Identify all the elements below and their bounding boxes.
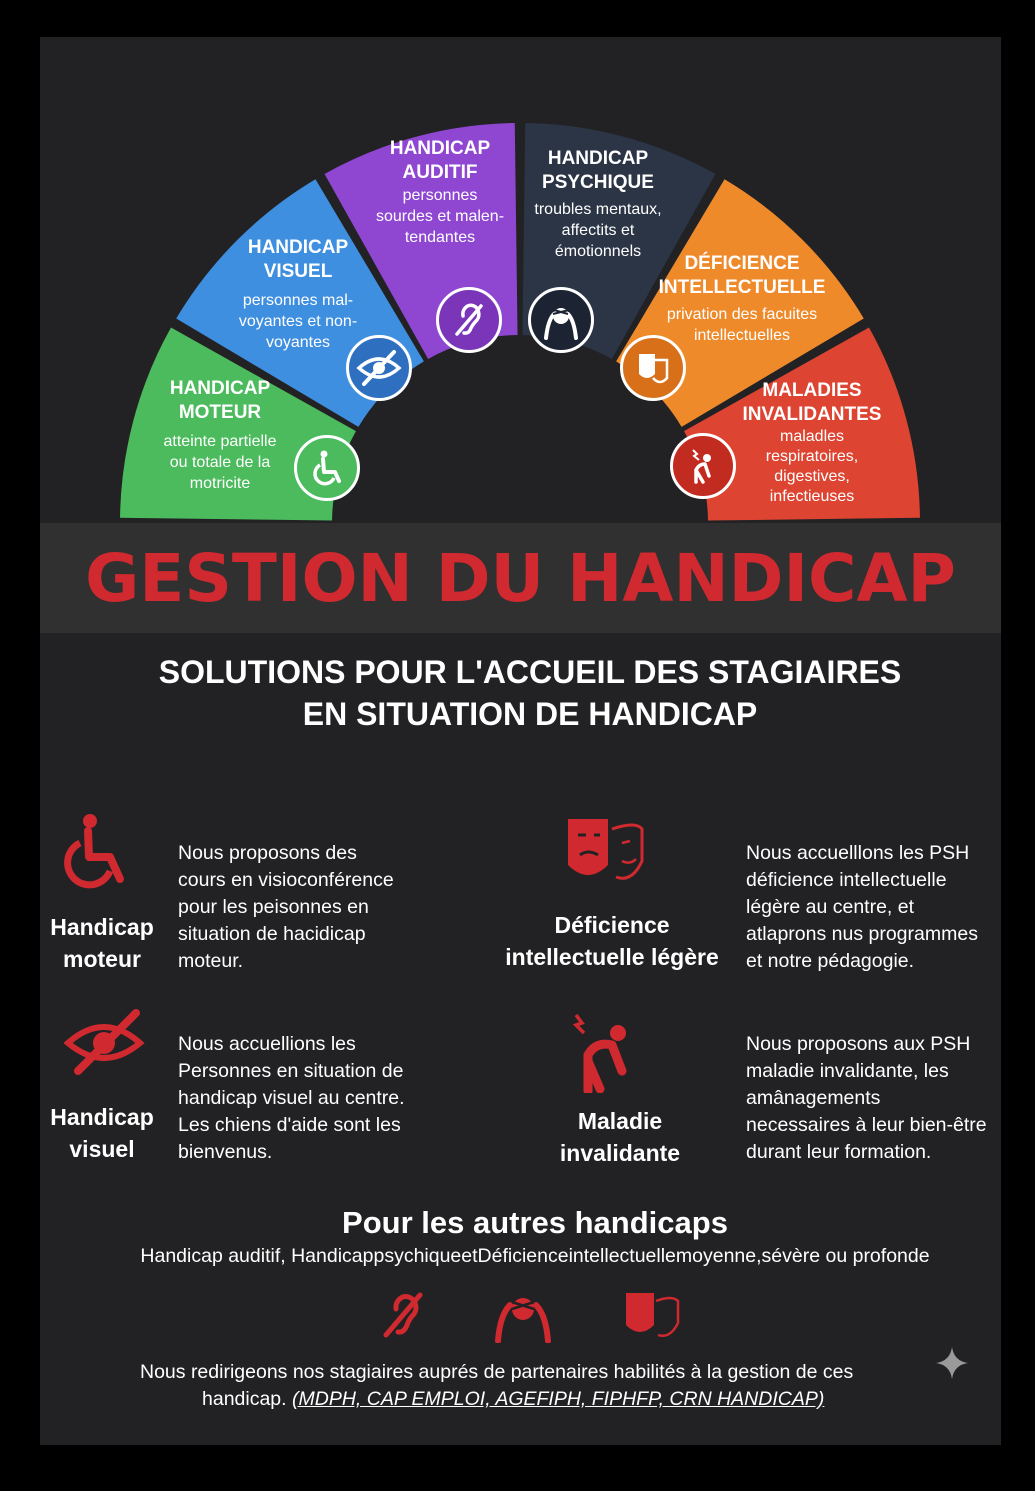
- redirect-line-1: Nous redirigeons nos stagiaires auprés de partenaires habilités à la gestion de ces: [140, 1361, 854, 1383]
- ear-crossed-icon: [380, 1289, 430, 1341]
- item-maladie-label: Maladie invalidante: [559, 1108, 681, 1166]
- subtitle-line-1: SOLUTIONS POUR L'ACCUEIL DES STAGIAIRES: [158, 654, 902, 690]
- segment-moteur-desc: atteinte partielle ou totale de la motricite: [163, 433, 277, 492]
- redirect-line-2: [140, 1386, 940, 1413]
- masks-icon: [566, 815, 650, 887]
- segment-psychique-desc: troubles mentaux, affectits et émotionnels: [534, 201, 662, 260]
- head-holding-icon: [490, 1289, 556, 1343]
- segment-visuel: [218, 236, 378, 353]
- segment-moteur: [140, 377, 300, 494]
- masks-icon: [624, 1291, 682, 1341]
- infographic-card: [40, 37, 1001, 1445]
- segment-visuel-desc: personnes mal- voyantes et non- voyantes: [238, 292, 358, 351]
- item-moteur-label: Handicap moteur: [50, 914, 154, 972]
- eye-crossed-icon: [64, 1007, 146, 1077]
- item-moteur-text: Nous proposons des cours en visioconférence pour les peisonnes en situation de hacidicap moteur.: [178, 842, 394, 972]
- segment-maladies-title: MALADIES INVALIDANTES: [742, 380, 882, 425]
- segment-auditif-title: HANDICAP AUDITIF: [389, 138, 491, 183]
- page-title: GESTION DU HANDICAP: [85, 539, 956, 617]
- sparkle-icon: [936, 1347, 968, 1379]
- eye-crossed-icon: [346, 335, 412, 401]
- item-maladie-text: Nous proposons aux PSH maladie invalidante, les amânagements necessaires à leur bien-être durant leur formation.: [746, 1033, 987, 1163]
- segment-deficience-desc: privation des facuites intellectuelles: [666, 306, 818, 344]
- item-visuel-text: Nous accuellions les Personnes en situation de handicap visuel au centre. Les chiens d'aide sont les bienvenus.: [178, 1033, 405, 1163]
- partners-list: (MDPH, CAP EMPLOI, AGEFIPH, FIPHFP, CRN HANDICAP): [292, 1388, 825, 1410]
- wheelchair-icon: [294, 435, 360, 501]
- redirect-line-2-prefix: handicap.: [202, 1388, 292, 1410]
- segment-deficience: [642, 252, 842, 346]
- head-holding-icon: [528, 287, 594, 353]
- item-deficience-text: Nous accuelllons les PSH déficience intellectuelle légère au centre, et atlaprons nus programmes et notre pédagogie.: [746, 842, 978, 972]
- redirect-text: [140, 1359, 940, 1413]
- wheelchair-icon: [56, 813, 136, 893]
- subtitle: [80, 651, 980, 735]
- title-banner: [40, 523, 1001, 633]
- masks-icon: [620, 335, 686, 401]
- sick-person-icon: [670, 433, 736, 499]
- segment-auditif-desc: personnes sourdes et malen- tendantes: [375, 187, 505, 246]
- segment-psychique-title: HANDICAP PSYCHIQUE: [542, 148, 654, 193]
- ear-crossed-icon: [436, 287, 502, 353]
- other-handicaps-title: Pour les autres handicaps: [342, 1205, 728, 1240]
- item-deficience-label: Déficience intellectuelle légère: [505, 912, 719, 970]
- segment-maladies-desc: maladles respiratoires, digestives, infectieuses: [765, 428, 859, 505]
- segment-maladies: [722, 379, 902, 507]
- segment-auditif: [356, 137, 524, 248]
- segment-visuel-title: HANDICAP VISUEL: [247, 237, 349, 282]
- segment-deficience-title: DÉFICIENCE INTELLECTUELLE: [658, 253, 826, 298]
- subtitle-line-2: EN SITUATION DE HANDICAP: [302, 696, 758, 732]
- segment-psychique: [518, 147, 678, 262]
- segment-moteur-title: HANDICAP MOTEUR: [169, 378, 271, 423]
- item-visuel-label: Handicap visuel: [50, 1104, 154, 1162]
- other-handicaps-list: Handicap auditif, HandicappsychiqueetDéficienceintellectuellemoyenne,sévère ou profonde: [140, 1245, 930, 1267]
- sick-person-icon: [568, 1011, 644, 1093]
